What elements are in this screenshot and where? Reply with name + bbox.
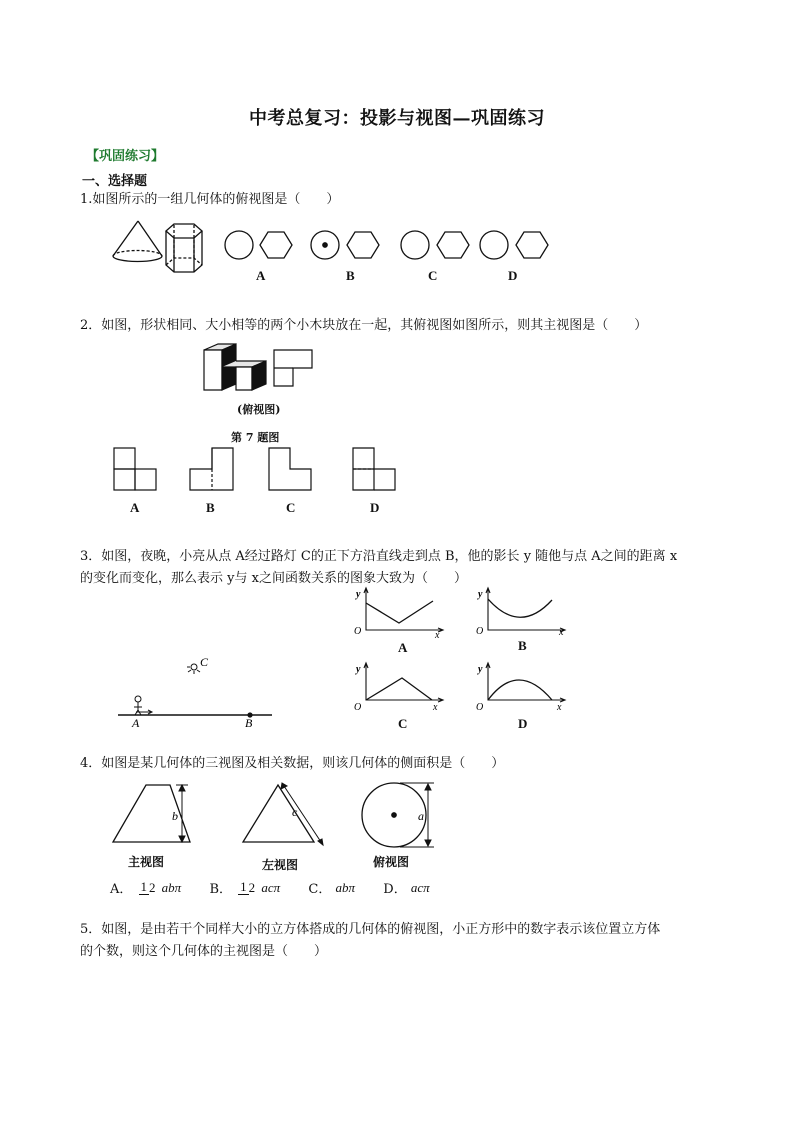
q1-option-c-figure — [401, 231, 469, 259]
x-axis-label: x — [433, 702, 438, 713]
question-2-text: 2．如图，形状相同、大小相等的两个小木块放在一起，其俯视图如图所示，则其主视图是（ ） — [80, 318, 648, 333]
q2-options-figure — [108, 444, 398, 494]
wooden-blocks-3d — [204, 344, 266, 390]
q4-option-c-expr: abπ — [335, 879, 355, 895]
q3-option-b-label: B — [518, 638, 527, 653]
left-view-label: 左视图 — [262, 858, 299, 872]
question-3-line-1: 3．如图，夜晚，小亮从点 A经过路灯 C的正下方沿直线走到点 B，他的影长 y 随他与点 A之间的距离 x — [80, 549, 678, 564]
origin-label: O — [354, 626, 362, 637]
graph-curve — [488, 599, 552, 617]
graph-curve — [366, 678, 432, 700]
q4-three-views-figure — [108, 780, 448, 850]
q1-option-b-label: B — [346, 268, 355, 283]
top-view-shape — [362, 783, 426, 847]
q4-option-a — [110, 878, 181, 897]
top-view-label: 俯视图 — [373, 855, 410, 869]
q4-option-d-label: D． — [383, 882, 407, 897]
q1-figure — [100, 215, 560, 290]
cone-shape — [113, 221, 162, 262]
q3-option-c-label: C — [398, 716, 408, 731]
q3-graph-c — [345, 660, 450, 715]
question-4-text: 4．如图是某几何体的三视图及相关数据，则该几何体的侧面积是（ ） — [80, 756, 505, 771]
axes — [488, 664, 565, 700]
origin-label: O — [354, 702, 362, 713]
front-view-label: 主视图 — [128, 855, 165, 869]
lamp-label: C — [200, 655, 209, 669]
q4-option-d-expr: acπ — [410, 879, 430, 895]
y-axis-label: y — [356, 664, 361, 675]
origin-label: O — [476, 626, 484, 637]
left-view-shape — [243, 785, 314, 842]
q1-option-b-figure — [311, 231, 379, 259]
graph-curve — [488, 680, 552, 700]
point-a-label: A — [132, 716, 140, 730]
q3-graph-b — [470, 585, 575, 640]
section-heading: 一、选择题 — [82, 174, 148, 189]
y-axis-label: y — [356, 589, 361, 600]
q2-option-b-figure — [190, 448, 233, 490]
q1-option-a-label: A — [256, 268, 266, 283]
q4-option-b-label: B． — [209, 882, 233, 897]
q2-option-c-figure — [269, 448, 311, 490]
q2-option-d-label: D — [370, 500, 380, 515]
q3-graph-d — [470, 660, 575, 715]
question-3-line-2: 的变化而变化，那么表示 y与 x之间函数关系的图象大致为（ ） — [80, 571, 467, 586]
question-5-line-2: 的个数，则这个几何体的主视图是（ ） — [80, 944, 328, 959]
q2-option-b-label: B — [206, 500, 215, 515]
q1-option-c-label: C — [428, 268, 438, 283]
q4-option-b — [209, 878, 280, 897]
q2-top-view-caption: (俯视图) — [237, 403, 281, 416]
q2-blocks-figure — [196, 340, 336, 395]
axes — [366, 664, 443, 700]
q4-option-c — [308, 878, 355, 897]
q2-option-a-figure — [114, 448, 156, 490]
q2-option-a-label: A — [130, 500, 140, 515]
q3-option-a-label: A — [398, 640, 408, 655]
q3-option-d-label: D — [518, 716, 528, 731]
q4-option-a-expr: abπ — [161, 879, 182, 895]
origin-label: O — [476, 702, 484, 713]
top-view-shape — [274, 350, 312, 386]
q4-option-c-label: C． — [308, 882, 332, 897]
y-axis-label: y — [478, 589, 483, 600]
q4-option-d — [383, 878, 429, 897]
q2-figure-caption: 第 7 题图 — [231, 431, 280, 444]
fraction-half: 1 2 — [240, 879, 256, 895]
q3-graph-a — [345, 585, 450, 640]
q2-option-c-label: C — [286, 500, 296, 515]
x-axis-label: x — [559, 627, 564, 638]
dim-c-label: c — [292, 805, 298, 819]
q4-options — [110, 878, 430, 897]
q4-option-b-expr: acπ — [261, 879, 281, 895]
q1-option-d-figure — [480, 231, 548, 259]
section-tag: 【巩固练习】 — [86, 149, 165, 164]
hexagonal-prism-shape — [166, 224, 202, 272]
street-lamp-icon — [187, 664, 200, 674]
x-axis-label: x — [435, 630, 440, 640]
q4-option-a-label: A． — [110, 882, 133, 897]
q1-option-a-figure — [225, 231, 292, 259]
dim-a-label: a — [418, 809, 424, 823]
graph-curve — [366, 601, 433, 623]
q3-scene-figure — [110, 650, 290, 730]
page-title: 中考总复习：投影与视图—巩固练习 — [249, 108, 545, 129]
dimension-c — [281, 783, 323, 845]
y-axis-label: y — [478, 664, 483, 675]
fraction-half: 1 2 — [140, 879, 156, 895]
question-5-line-1: 5．如图，是由若干个同样大小的立方体搭成的几何体的俯视图，小正方形中的数字表示该位置立方体 — [80, 922, 661, 937]
x-axis-label: x — [557, 702, 562, 713]
q1-option-d-label: D — [508, 268, 518, 283]
q2-option-d-figure — [353, 448, 395, 490]
point-b-label: B — [245, 716, 253, 730]
front-view-shape — [113, 785, 190, 842]
question-1-text: 1.如图所示的一组几何体的俯视图是（ ） — [80, 192, 340, 207]
dim-b-label: b — [172, 809, 178, 823]
